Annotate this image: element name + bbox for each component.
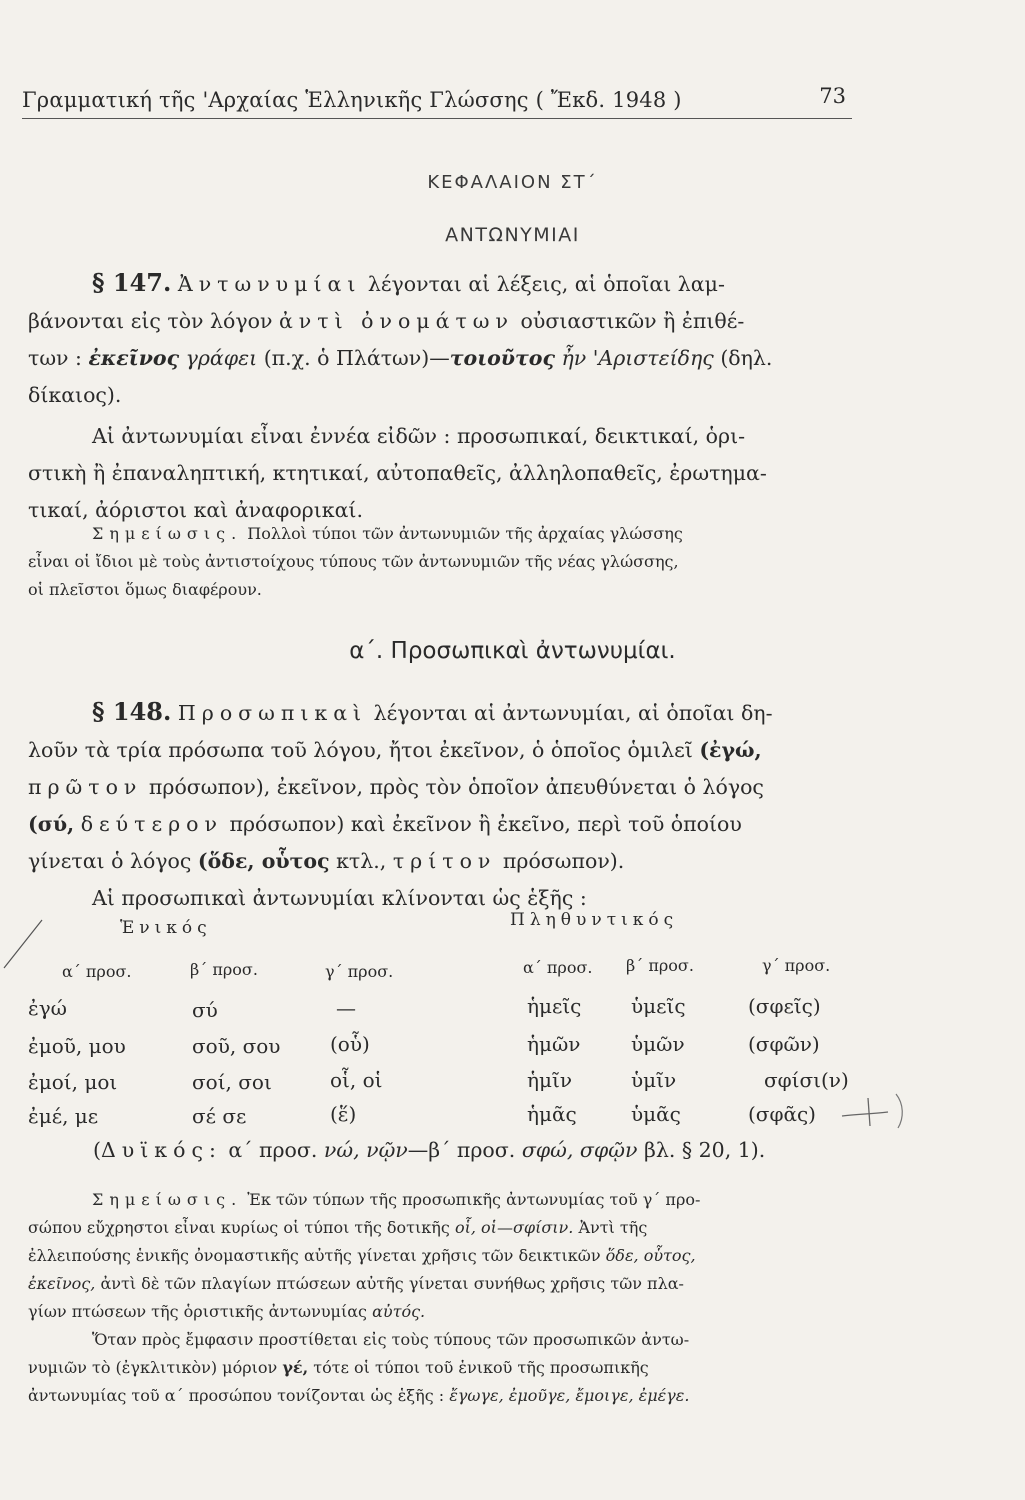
group-plural: Πληθυντικός (510, 910, 679, 930)
text: γίνεται ὁ λόγος (28, 849, 192, 873)
bold-example: γέ, (282, 1358, 309, 1377)
note3-line-3 (28, 1382, 864, 1410)
text: πρόσωπον) καὶ ἐκεῖνον ἢ ἐκεῖνο, περὶ τοῦ ὁποίου (229, 812, 742, 836)
table-cell: ὑμῶν (631, 1032, 685, 1056)
italic-text: ἐκεῖνος, (28, 1274, 96, 1293)
term: Προσωπικαὶ (177, 701, 368, 725)
bold-example: (ἐγώ, (699, 738, 762, 762)
p148-line-1 (28, 693, 864, 732)
table-cell: (σφῶν) (748, 1032, 820, 1056)
table-cell: ὑμῖν (631, 1068, 677, 1092)
kinds-line-3: τικαί, ἀόριστοι καὶ ἀναφορικαί. (28, 498, 363, 522)
table-cell: ἡμῖν (527, 1068, 572, 1092)
header-cell: γ΄ προσ. (325, 962, 394, 981)
subsection-heading: α΄. Προσωπικαὶ ἀντωνυμίαι. (349, 638, 676, 664)
text: ( (93, 1138, 101, 1162)
note-label: Σημείωσις. (92, 524, 243, 543)
paragraph-148 (28, 693, 864, 917)
table-cell: ὑμεῖς (631, 994, 686, 1018)
text: ἐλλειπούσης ἑνικῆς ὀνομαστικῆς αὐτῆς γίνεται χρῆσις τῶν δεικτικῶν (28, 1246, 601, 1265)
note2-line-3 (28, 1242, 864, 1270)
dual-line (93, 1132, 883, 1169)
text: Ἐκ τῶν τύπων τῆς προσωπικῆς ἀντωνυμίας τοῦ γ΄ προ- (247, 1190, 701, 1209)
kinds-line-1: Αἱ ἀντωνυμίαι εἶναι ἐννέα εἰδῶν : προσωπικαί, δεικτικαί, ὁρι- (92, 424, 746, 448)
table-cell: οἷ, οἱ (330, 1068, 383, 1092)
dual-text (93, 1132, 883, 1169)
paragraph-147 (28, 264, 864, 414)
text: Ἀντὶ τῆς (578, 1218, 648, 1237)
spaced-text: πρῶτον (28, 775, 143, 799)
table-cell: ἐγώ (28, 996, 67, 1020)
dual-label: Δυϊκός: (101, 1138, 222, 1162)
text: ἀντὶ δὲ τῶν πλαγίων πτώσεων αὐτῆς γίνεται συνήθως χρῆσις τῶν πλα- (100, 1274, 684, 1293)
header-title: Γραμματική τῆς 'Αρχαίας Ἑλληνικῆς Γλώσσης ( Ἔκδ. 1948 ) (22, 88, 682, 112)
table-cell: ἐμοῦ, μου (28, 1034, 126, 1058)
note3-line-1: Ὅταν πρὸς ἔμφασιν προστίθεται εἰς τοὺς τύπους τῶν προσωπικῶν ἀντω- (92, 1330, 690, 1349)
header-cell: γ΄ προσ. (762, 956, 831, 975)
text: σώπου εὔχρηστοι εἶναι κυρίως οἱ τύποι τῆς δοτικῆς (28, 1218, 450, 1237)
header-cell: β΄ προσ. (190, 960, 258, 979)
pencil-cross-icon (838, 1088, 908, 1132)
pencil-mark-icon (0, 912, 60, 972)
note1-line-2: εἶναι οἱ ἴδιοι μὲ τοὺς ἀντιστοίχους τύπους τῶν ἀντωνυμιῶν τῆς νέας γλώσσης, (28, 552, 679, 571)
text: πρόσωπον), ἐκεῖνον, πρὸς τὸν ὁποῖον ἀπευθύνεται ὁ λόγος (148, 775, 764, 799)
p148-line-4 (28, 806, 864, 843)
text: τότε οἱ τύποι τοῦ ἑνικοῦ τῆς προσωπικῆς (313, 1358, 649, 1377)
table-cell: ὑμᾶς (631, 1102, 681, 1126)
text: —β΄ προσ. (407, 1138, 516, 1162)
note-1 (28, 520, 864, 604)
group-singular: Ἑνικός (120, 918, 212, 938)
p147-line-3 (28, 340, 864, 377)
kinds-line-2: στικὴ ἢ ἐπαναληπτική, κτητικαί, αὐτοπαθεῖς, ἀλληλοπαθεῖς, ἐρωτημα- (28, 461, 767, 485)
note3-line-2 (28, 1354, 864, 1382)
note1-line-1 (28, 520, 864, 548)
note-2 (28, 1186, 864, 1326)
italic-text: ὅδε, οὗτος, (605, 1246, 696, 1265)
table-cell: ἡμεῖς (527, 994, 582, 1018)
p148-line-5 (28, 843, 864, 880)
running-header (22, 84, 852, 119)
p147-line-4: δίκαιος). (28, 383, 122, 407)
table-cell: (οὗ) (330, 1032, 370, 1056)
p148-line-3 (28, 769, 864, 806)
italic-text: αὐτός. (372, 1302, 426, 1321)
text: κτλ., (336, 849, 387, 873)
text: α΄ προσ. (228, 1138, 318, 1162)
table-cell: ἡμᾶς (527, 1102, 577, 1126)
italic-text: ἔγωγε, ἐμοῦγε, ἔμοιγε, ἐμέγε. (449, 1386, 690, 1405)
text: ἀντωνυμίας τοῦ α΄ προσώπου τονίζονται ὡς ἑξῆς : (28, 1386, 445, 1405)
bold-example: ἐκεῖνος (88, 346, 180, 370)
page-number: 73 (819, 84, 846, 108)
italic-text: σφώ, σφῷν (521, 1138, 638, 1162)
note-label: Σημείωσις. (92, 1190, 243, 1209)
note1-line-3: οἱ πλεῖστοι ὅμως διαφέρουν. (28, 580, 262, 599)
table-cell: σφίσι(ν) (764, 1068, 849, 1092)
text: λέγονται αἱ λέξεις, αἱ ὁποῖαι λαμ- (367, 272, 725, 296)
section-number: § 148. (92, 697, 172, 726)
italic-text: γράφει (185, 346, 258, 370)
text: (δηλ. (720, 346, 773, 370)
table-cell: (σφᾶς) (748, 1102, 816, 1126)
bold-example: (σύ, (28, 812, 75, 836)
table-cell: — (336, 996, 356, 1020)
table-cell: (σφεῖς) (748, 994, 821, 1018)
text: βάνονται εἰς τὸν λόγον (28, 309, 273, 333)
section-number: § 147. (92, 268, 172, 297)
note-3 (28, 1326, 864, 1410)
text: Πολλοὶ τύποι τῶν ἀντωνυμιῶν τῆς ἀρχαίας γλώσσης (247, 524, 683, 543)
text: (π.χ. ὁ Πλάτων)— (263, 346, 450, 370)
italic-text: ἦν 'Αριστείδης (561, 346, 714, 370)
italic-text: νώ, νῷν (323, 1138, 408, 1162)
note2-line-4 (28, 1270, 864, 1298)
bold-example: (ὅδε, οὗτος (197, 849, 330, 873)
note2-line-5 (28, 1298, 864, 1326)
text: οὐσιαστικῶν ἢ ἐπιθέ- (520, 309, 745, 333)
p148-line-2 (28, 732, 864, 769)
header-cell: α΄ προσ. (62, 962, 132, 981)
p147-line-1 (28, 264, 864, 303)
table-cell: σοῦ, σου (192, 1034, 281, 1058)
text: λοῦν τὰ τρία πρόσωπα τοῦ λόγου, ἤτοι ἐκεῖνον, ὁ ὁποῖος ὁμιλεῖ (28, 738, 693, 762)
paragraph-kinds (28, 418, 864, 529)
table-cell: σύ (192, 998, 218, 1022)
spaced-text: τρίτον (392, 849, 497, 873)
table-cell: σέ σε (192, 1104, 247, 1128)
header-cell: β΄ προσ. (626, 956, 694, 975)
text: πρόσωπον). (502, 849, 625, 873)
text: λέγονται αἱ ἀντωνυμίαι, αἱ ὁποῖαι δη- (373, 701, 773, 725)
chapter-title: ΑΝΤΩΝΥΜΙΑΙ (445, 224, 580, 246)
table-cell: (ἕ) (330, 1102, 357, 1126)
table-cell: ἐμέ, με (28, 1104, 99, 1128)
p147-line-2 (28, 303, 864, 340)
chapter-heading: ΚΕΦΑΛΑΙΟΝ ΣΤ΄ (427, 172, 598, 193)
text: βλ. § 20, 1). (643, 1138, 766, 1162)
text: γίων πτώσεων τῆς ὁριστικῆς ἀντωνυμίας (28, 1302, 367, 1321)
text: νυμιῶν τὸ (ἐγκλιτικὸν) μόριον (28, 1358, 278, 1377)
table-cell: σοί, σοι (192, 1070, 272, 1094)
term: Ἀντωνυμίαι (177, 272, 362, 296)
note2-line-2 (28, 1214, 864, 1242)
table-cell: ἐμοί, μοι (28, 1070, 118, 1094)
bold-example: τοιοῦτος (449, 346, 555, 370)
spaced-text: ἀντὶ ὀνομάτων (278, 309, 514, 333)
text: των : (28, 346, 82, 370)
header-cell: α΄ προσ. (523, 958, 593, 977)
italic-text: οἷ, οἱ—σφίσιν. (454, 1218, 574, 1237)
spaced-text: δεύτερον (80, 812, 223, 836)
p148-line-6: Αἱ προσωπικαὶ ἀντωνυμίαι κλίνονται ὡς ἑξῆς : (92, 886, 587, 910)
table-cell: ἡμῶν (527, 1032, 581, 1056)
note2-line-1 (28, 1186, 864, 1214)
